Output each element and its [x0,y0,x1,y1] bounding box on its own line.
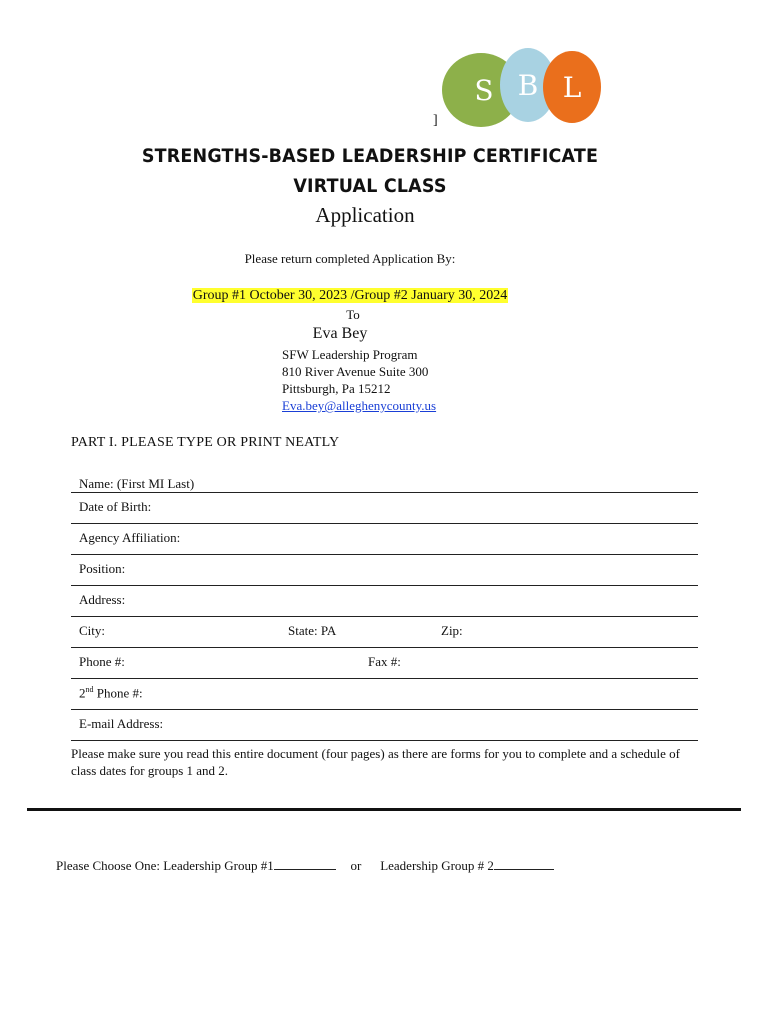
document-title-line2: VIRTUAL CLASS [293,175,447,197]
address-line-3: Pittsburgh, Pa 15212 [282,381,391,396]
phone-label: Phone #: [79,654,125,669]
address-line-1: SFW Leadership Program [282,347,418,362]
zip-label: Zip: [441,623,463,638]
dob-line[interactable] [71,523,698,524]
phone2-line[interactable] [71,709,698,710]
or-text: or [350,858,362,873]
deadline-line [0,288,700,304]
document-title-line1: STRENGTHS-BASED LEADERSHIP CERTIFICATE [141,145,599,167]
deadline-highlight: Group #1 October 30, 2023 /Group #2 January 30, 2024 [192,288,508,303]
email-label: E-mail Address: [79,716,164,731]
section-divider [27,808,741,811]
city-label: City: [79,623,106,638]
group1-blank[interactable] [274,857,336,870]
dob-label: Date of Birth: [79,499,152,514]
part-heading: PART I. PLEASE TYPE OR PRINT NEATLY [71,435,340,450]
to-text: To [346,307,360,322]
phone2-label: 2nd Phone #: [79,685,143,701]
choose-prompt: Please Choose One: Leadership Group #1 [56,858,274,873]
logo-circle-b: B [500,48,556,122]
phone-fax-line[interactable] [71,678,698,679]
address-line[interactable] [71,616,698,617]
logo-circle-s: S [442,53,520,127]
email-link[interactable]: Eva.bey@alleghenycounty.us [282,398,437,413]
group2-blank[interactable] [494,857,554,870]
return-by-text: Please return completed Application By: [244,251,456,266]
stray-bracket: ] [433,113,438,128]
city-state-zip-line[interactable] [71,647,698,648]
agency-line[interactable] [71,554,698,555]
contact-name: Eva Bey [312,325,368,342]
name-line[interactable] [71,492,698,493]
address-label: Address: [79,592,126,607]
agency-label: Agency Affiliation: [79,530,181,545]
name-label: Name: (First MI Last) [79,476,195,491]
address-line-2: 810 River Avenue Suite 300 [282,364,429,379]
fax-label: Fax #: [368,654,401,669]
sbl-logo [433,48,608,130]
position-label: Position: [79,561,126,576]
instructions-note: Please make sure you read this entire document (four pages) as there are forms for you to complete and a schedule of class dates for groups 1 and 2. [71,746,680,778]
state-label: State: PA [288,623,337,638]
document-subtitle: Application [315,203,415,227]
email-line[interactable] [71,740,698,741]
group2-label: Leadership Group # 2 [380,858,494,873]
group-choice-row [56,857,554,874]
address-block [282,346,436,414]
logo-circle-l: L [543,51,601,123]
position-line[interactable] [71,585,698,586]
